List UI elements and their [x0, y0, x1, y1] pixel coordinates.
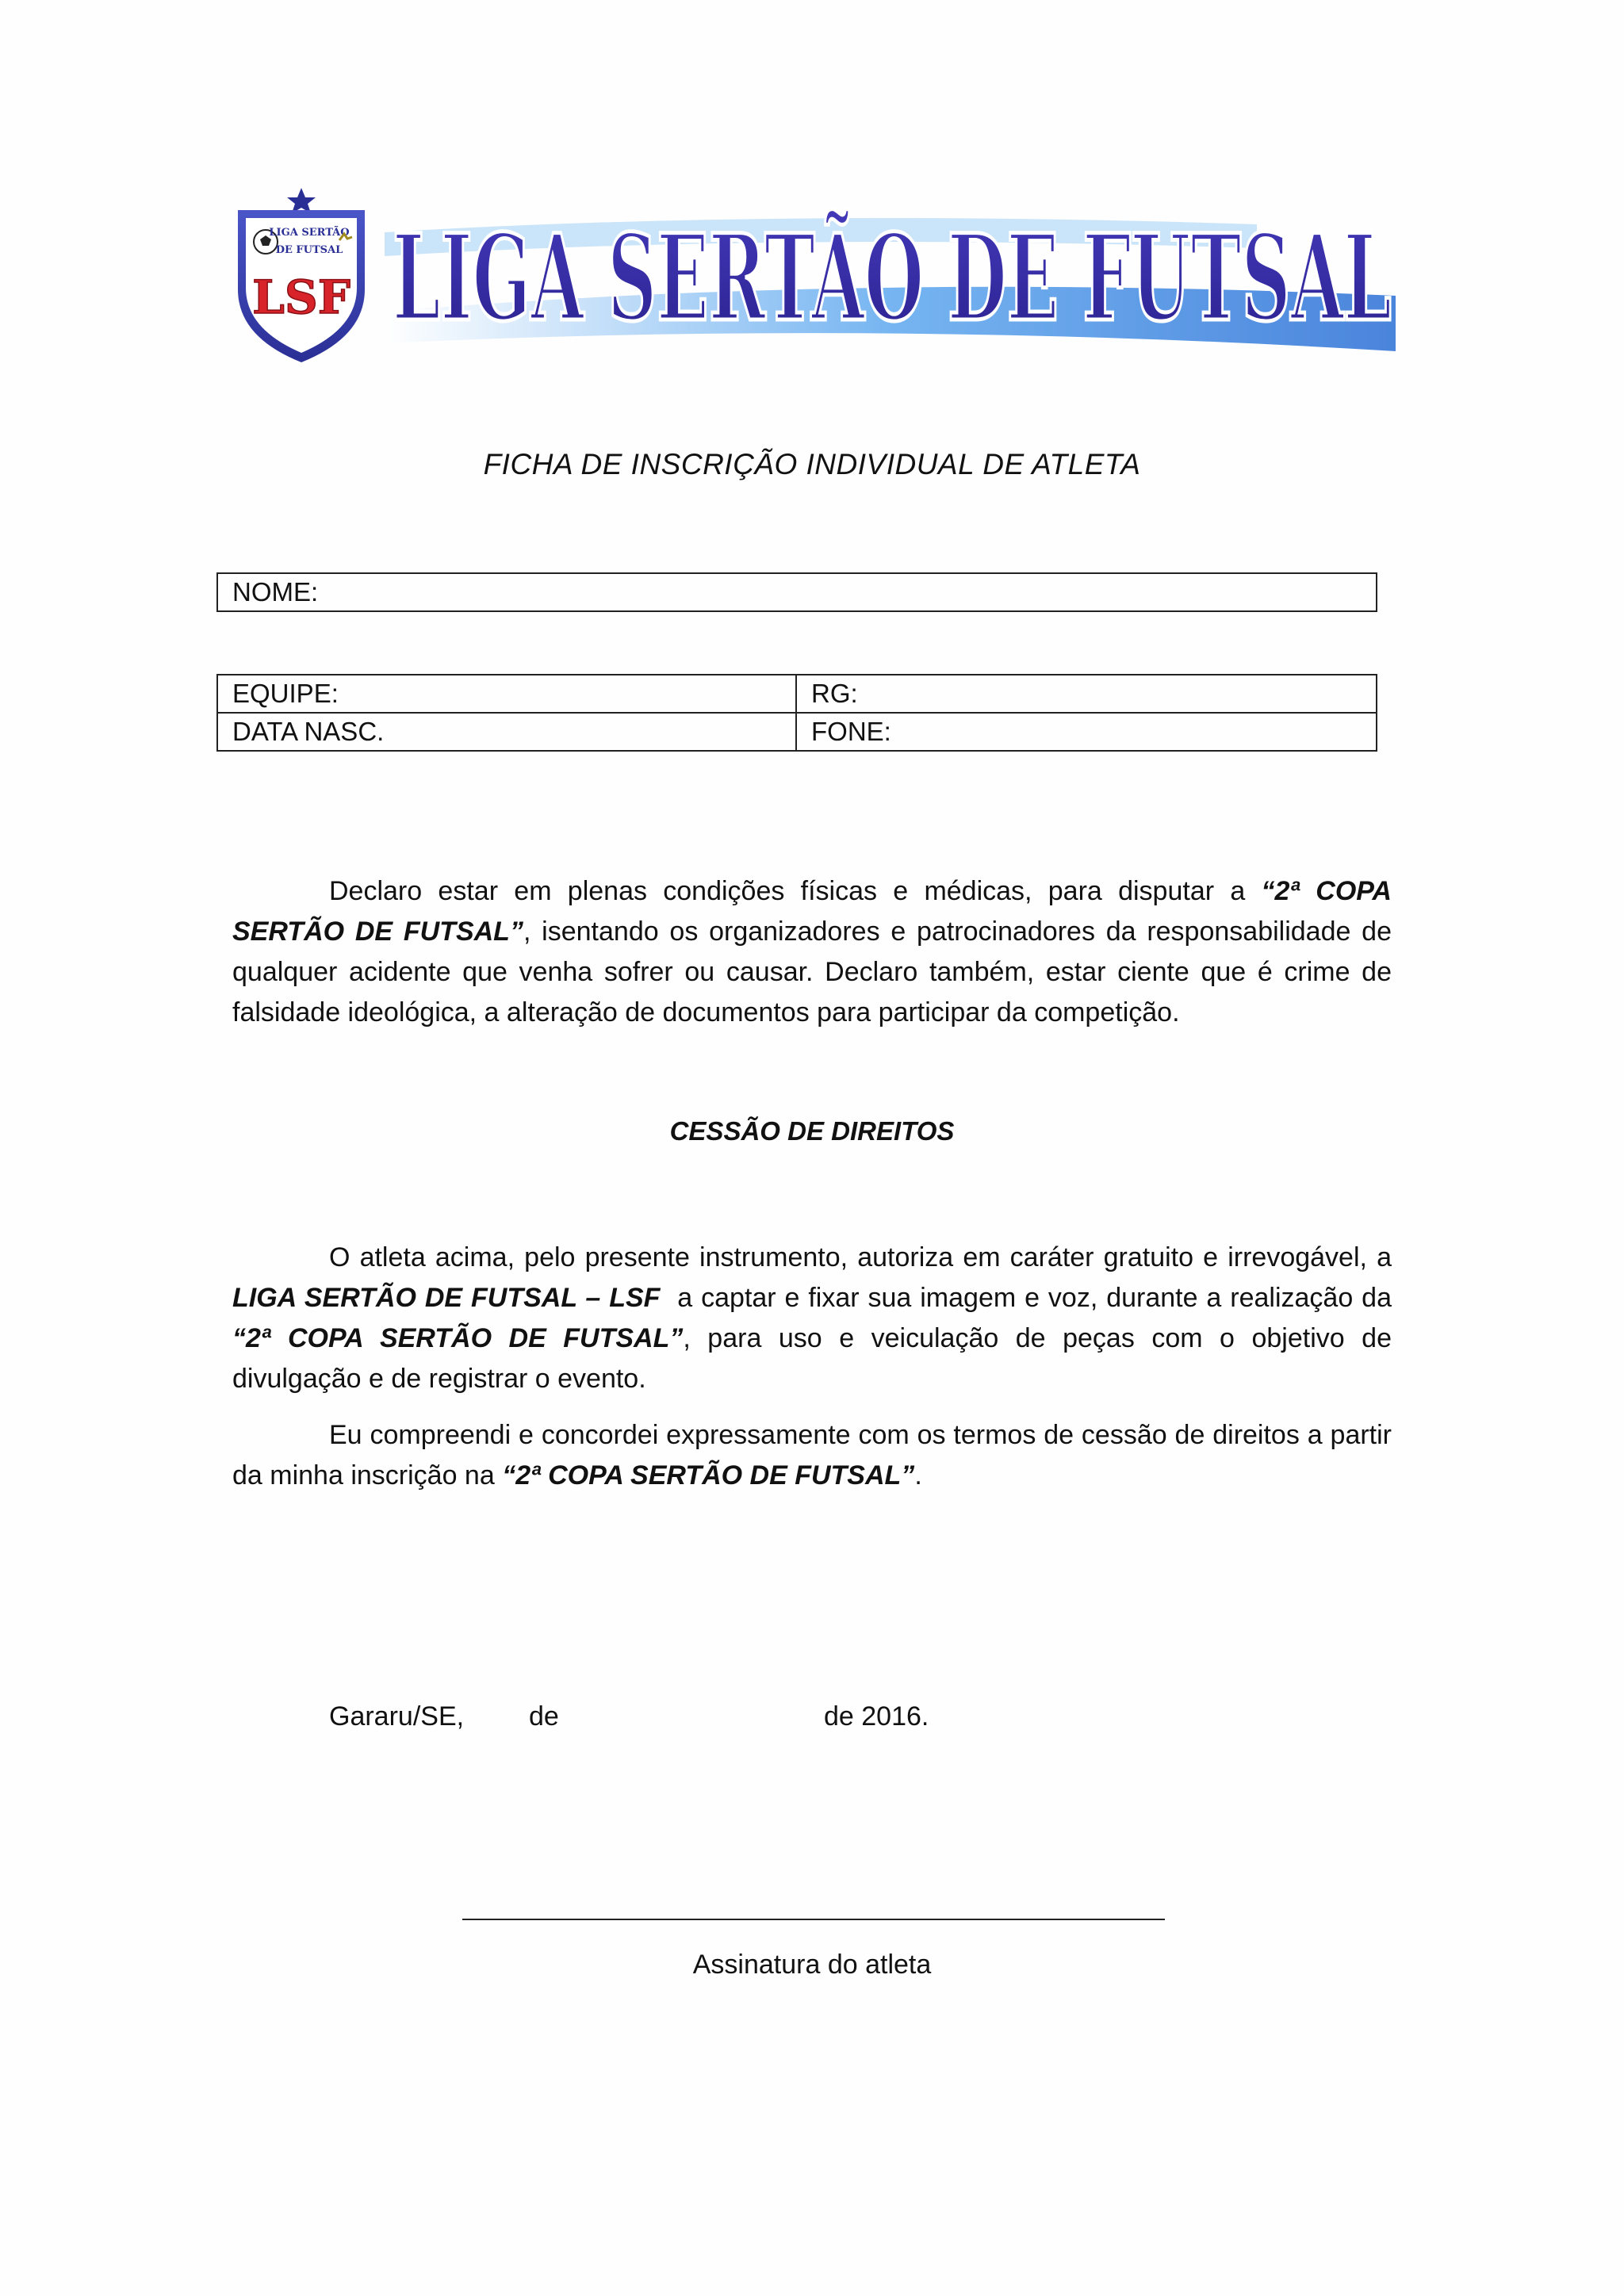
rg-label: RG: [811, 679, 858, 708]
svg-text:DE FUTSAL: DE FUTSAL [275, 244, 343, 256]
declaration-event-name: “2ª COPA SERTÃO DE FUTSAL” [232, 876, 1392, 947]
rights-p1-middle: a captar e fixar sua imagem e voz, durante a realização da [660, 1283, 1400, 1313]
rights-p2-event: “2ª COPA SERTÃO DE FUTSAL” [502, 1460, 915, 1490]
rights-p1-start: O atleta acima, pelo presente instrumento, autoriza em caráter gratuito e irrevogável, a [329, 1242, 1392, 1272]
rights-section-title: CESSÃO DE DIREITOS [669, 1116, 955, 1146]
rights-p2-start: Eu compreendi e concordei expressamente com os termos de cessão de direitos a partir da minha inscrição na [232, 1420, 1392, 1490]
date-de: de [529, 1701, 559, 1732]
svg-text:LIGA SERTÃO DE FUTSAL: LIGA SERTÃO DE FUTSAL [393, 209, 1392, 348]
rg-field[interactable] [797, 675, 1376, 714]
svg-text:LSF: LSF [252, 270, 350, 324]
signature-label: Assinatura do atleta [692, 1950, 932, 1980]
declaration-text-end: , isentando os organizadores e patrocinadores da responsabilidade de qualquer acidente que venha sofrer ou causar. Declaro também, estar ciente que é crime de falsidade ideológica, a alteração de documentos para participar da competição. [232, 916, 1392, 1027]
birth-date-field[interactable] [218, 714, 797, 750]
name-field-box[interactable] [216, 572, 1377, 612]
rights-p1-end: , para uso e veiculação de peças com o objetivo de divulgação e de registrar o evento. [232, 1323, 1392, 1394]
athlete-info-table [216, 674, 1377, 752]
form-title: FICHA DE INSCRIÇÃO INDIVIDUAL DE ATLETA [483, 448, 1141, 480]
crest-logo [230, 186, 373, 365]
rights-paragraph-1 [232, 1238, 1400, 1399]
name-label: NOME: [232, 577, 319, 607]
declaration-paragraph [232, 871, 1392, 1033]
league-banner-wordmark [385, 201, 1396, 359]
team-field[interactable] [218, 675, 797, 714]
rights-paragraph-2 [232, 1415, 1392, 1496]
rights-p2-end: . [914, 1460, 922, 1490]
phone-field[interactable] [797, 714, 1376, 750]
svg-text:LIGA SERTÃO: LIGA SERTÃO [269, 227, 350, 239]
league-logo-header [230, 186, 1396, 365]
phone-label: FONE: [811, 717, 891, 746]
rights-p1-org: LIGA SERTÃO DE FUTSAL – LSF [232, 1283, 661, 1313]
rights-p1-event: “2ª COPA SERTÃO DE FUTSAL” [232, 1323, 684, 1353]
birth-date-label: DATA NASC. [232, 717, 385, 746]
declaration-text-start: Declaro estar em plenas condições físicas e médicas, para disputar a [329, 876, 1262, 906]
date-city: Gararu/SE, [329, 1701, 465, 1732]
date-year: de 2016. [824, 1701, 929, 1732]
signature-line[interactable] [462, 1919, 1165, 1920]
team-label: EQUIPE: [232, 679, 339, 708]
